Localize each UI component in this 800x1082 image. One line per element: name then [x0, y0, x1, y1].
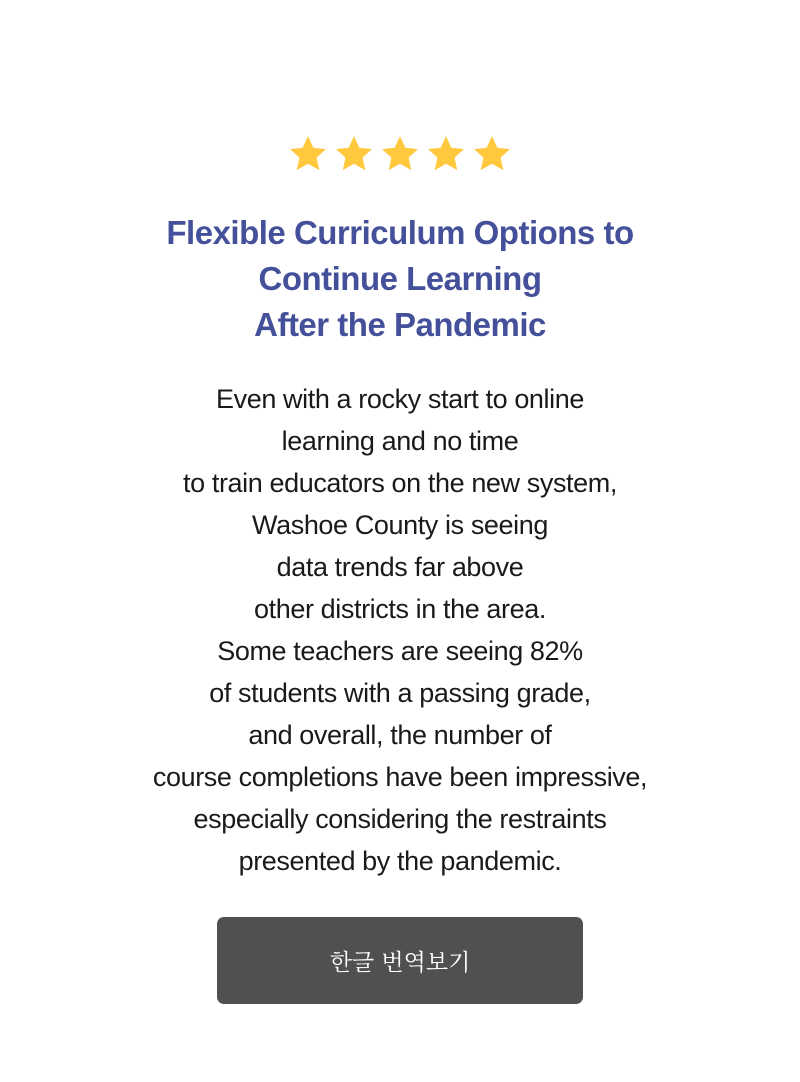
star-rating	[0, 133, 800, 175]
review-body-line: of students with a passing grade,	[209, 678, 591, 708]
review-body-line: and overall, the number of	[248, 720, 552, 750]
review-body-line: Some teachers are seeing 82%	[217, 636, 583, 666]
review-title-line: Continue Learning	[258, 260, 542, 297]
review-body	[100, 378, 700, 882]
review-title-line: Flexible Curriculum Options to	[166, 214, 634, 251]
review-body-line: data trends far above	[276, 552, 524, 582]
review-body-line: learning and no time	[281, 426, 519, 456]
review-body-line: Even with a rocky start to online	[216, 384, 584, 414]
review-body-line: to train educators on the new system,	[183, 468, 617, 498]
review-body-line: presented by the pandemic.	[238, 846, 562, 876]
review-body-line: other districts in the area.	[254, 594, 546, 624]
star-icon	[333, 133, 375, 175]
star-icon	[287, 133, 329, 175]
review-title	[100, 210, 700, 348]
star-icon	[425, 133, 467, 175]
star-icon	[471, 133, 513, 175]
star-icon	[379, 133, 421, 175]
review-body-line: especially considering the restraints	[193, 804, 607, 834]
review-title-line: After the Pandemic	[254, 306, 546, 343]
review-body-line: course completions have been impressive,	[152, 762, 648, 792]
review-body-line: Washoe County is seeing	[252, 510, 548, 540]
translate-korean-button[interactable]: 한글 번역보기	[217, 917, 583, 1004]
